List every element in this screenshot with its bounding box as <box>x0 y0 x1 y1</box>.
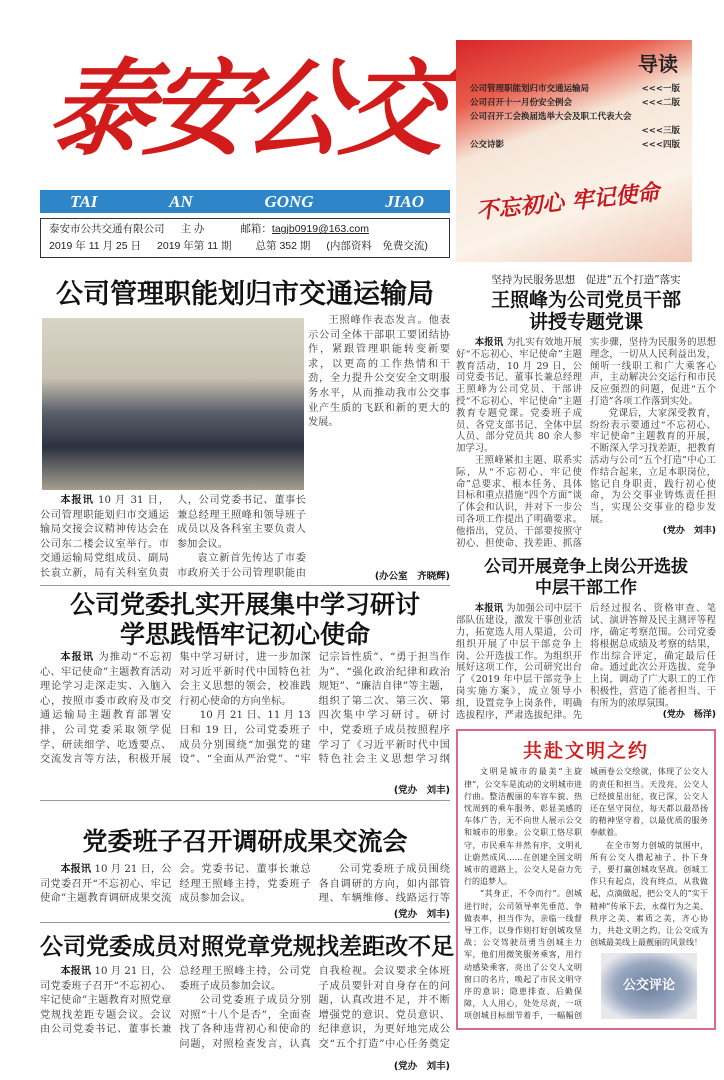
article4-paragraph: 公司党委班子成员分别对照“十八个是否”，全面查找了各种违背初心和使命的问题，对照检查发言，认真自我检视。会议要求全体班子成员要针对自身存在的问题，认真改进不足，并不断增强党的意识、党员意识、纪律意识，为更好地完成公交“五个打造”中心任务奠定 <box>179 966 450 1050</box>
article1-signature: (办公室 齐晓辉) <box>374 571 450 582</box>
article3-headline: 党委班子召开调研成果交流会 <box>82 827 408 856</box>
divider <box>40 922 450 923</box>
article5-paragraph: 为扎实有效地开展好“不忘初心、牢记使命”主题教育活动，10 月 29 日，公司党委书记、董事长兼总经理王照峰为公司党员、干部讲授“不忘初心、牢记使命”主题教育专题党课。党委班子成员、各党支部书记、全体中层人员、部分党员共 80 余人参加学习。 <box>456 337 582 455</box>
commentary-box <box>456 729 716 1029</box>
guide-item-title: 公交诗影 <box>470 140 505 150</box>
article1-body <box>40 494 306 582</box>
email-label: 邮箱： <box>240 223 272 235</box>
guide-item[interactable] <box>470 82 680 96</box>
guide-item-title: 公司召开工会换届选举大会及职工代表大会 <box>470 112 632 122</box>
guide-item-page: <<<四版 <box>641 140 680 150</box>
article6-signature: (党办 杨洋) <box>662 709 716 720</box>
masthead-pinyin-bar <box>40 190 450 213</box>
commentary-paragraph: 在全市努力创城的氛围中，所有公交人撸起袖子、扑下身子，要打赢创城攻坚战。创城工作只有起点，没有终点，从我做起，点滴做起，把公交人的“实干精神”传承下去，永葆行为之美、秩序之美、素质之美，齐心协力，共赴文明之约，让公交成为创城最美线上最靓丽的风景线！ <box>590 840 708 948</box>
commentary-paragraph: “其身正，不令而行”。创城进行时，公司领导率先垂范、争做表率，担当作为，亲临一线督导工作，以身作则打好创城攻坚战；公交驾驶员勇当创城主力军，他们用微笑服务乘客，用行动感染乘客，亮出了公交人文明窗口的名片，唤起了市民文明守序的意识；隐患排查、后勤保障，人人用心，处处尽责，一项项创城目标细节着手，一幅幅创城画卷公交绘就，体现了公交人的责任和担当。天没亮，公交人已经披星出征，夜已深，公交人还在坚守岗位，每天都以最昂扬的精神坚守着，以最优质的服务奉献着。 <box>464 767 708 1021</box>
article4-headline: 公司党委成员对照党章党规找差距改不足 <box>40 934 454 960</box>
divider <box>40 800 450 801</box>
article5-signature: (党办 刘丰) <box>662 525 716 536</box>
article4-body <box>40 965 450 1053</box>
lead-label: 本报讯 <box>474 603 504 615</box>
lead-label: 本报讯 <box>474 337 504 348</box>
article2-headline <box>40 590 450 650</box>
headline-line: 公司党委扎实开展集中学习研讨 <box>69 590 420 619</box>
article3-paragraph: 10 月 21 日，公司党委召开“不忘初心、牢记使命”主题教育调研成果交流会。党委书记、董事长兼总经理王照峰主持，党委班子成员参加会议。 <box>40 864 311 905</box>
article2-paragraph: 为推动“不忘初心、牢记使命”主题教育活动理论学习走深走实、入脑入心，按照市委市政府及市交通运输局主题教育部署安排，公司党委采取领学促学、研读细学、吃透要点、交流发言等方法，积极开展集中学习研讨，进一步加深对习近平新时代中国特色社会主义思想的领会，校准践行初心使命的方向坐标。 <box>40 652 311 766</box>
headline-line: 中层干部工作 <box>535 578 637 599</box>
guide-item-title: 公司管理职能划归市交通运输局 <box>470 84 590 94</box>
guide-title: 导读 <box>638 52 678 76</box>
divider <box>40 585 450 586</box>
email-link[interactable]: tagjb0919@163.com <box>271 223 369 235</box>
guide-item[interactable] <box>470 110 680 138</box>
headline-line: 讲授专题党课 <box>528 311 643 333</box>
commentary-body <box>464 766 708 1022</box>
article5-body <box>456 337 716 549</box>
article5-paragraph: 党课后，大家深受教育，纷纷表示要通过“不忘初心、牢记使命”主题教育的开展，不断深入学习找差距，把教育活动与公司“五个打造”中心工作结合起来，立足本职岗位，铭记自身职责，践行初心使命，为公交事业铸炼责任担当，实现公交事业的稳步发展。 <box>590 407 716 525</box>
guide-item[interactable] <box>470 96 680 110</box>
article1-paragraph: 王照峰作表态发言。他表示公司全体干部职工要团结协作，紧跟管理职能转变新要求，以更高的工作热情和干劲，全力提升公交安全文明服务水平，从而推动我市公交事业产生质的飞跃和新的更大的发展。 <box>308 315 450 429</box>
article5-kicker: 坚持为民服务思想 促进“五个打造”落实 <box>491 274 681 286</box>
masthead-info <box>40 218 450 258</box>
headline-line: 公司开展竞争上岗公开选拔 <box>484 557 688 578</box>
article3-paragraph: 公司党委班子成员围绕各自调研的方向，如内部管理、车辆维修、线路运行等 <box>318 864 450 905</box>
commentary-paragraph: 文明是城市的最美“主旋律”，公交车是流动的文明城市进行曲。整洁靓丽的车容车貌、热忱周到的乘车服务、彰显美感的车体广告，无不向世人展示公交和城市的形象。公交职工恪尽职守，市民乘车井然有序，文明礼让蔚然成风……在创建全国文明城市的道路上，公交人是奋力先行的追梦人。 <box>464 767 582 887</box>
article5-paragraph: 王照峰紧扣主题、联系实际，从“不忘初心、牢记使命”总要求、根本任务、具体目标和重点措施“四个方面”谈了体会和认识，并对下一步公司各项工作提出了明确要求。他指出，党员、干部要按照守初心、担使命、找差距、抓落实步骤，坚持为民服务的思想理念，一切从人民利益出发，倾听一线职工和广大乘客心声，主动解决公交运行和市民反应强烈的问题，促进“五个打造”各项工作落到实处。 <box>456 337 716 549</box>
headline-line: 王照峰为公司党员干部 <box>490 289 681 311</box>
article6-paragraph: 为加强公司中层干部队伍建设，激发干事创业活力，拓宽选人用人渠道，公司组织开展了中层干部竞争上岗、公开选拔工作。为组织开展好这项工作，公司研究出台了《2019 年中层干部竞争上岗实施方案》，成立领导小组，设置竞争上岗条件，明确选拔程序，严肃选拔纪律。先后经过报名、资格审查、笔试、演讲答辩及民主测评等程序，确定考察范围。公司党委将根据总成绩及考察的结果，作出综合评定，确定最后任命。通过此次公开选拔、竞争上岗，调动了广大职工的工作积极性，营造了能者担当、干有所为的浓厚氛围。 <box>456 603 716 721</box>
article2-signature: (党办 刘丰) <box>393 785 450 796</box>
lead-label: 本报讯 <box>60 495 94 506</box>
article3-signature: (党办 刘丰) <box>393 909 450 920</box>
guide-item-page: <<<二版 <box>641 98 680 108</box>
guide-box <box>456 40 692 262</box>
article1-paragraph: 袁立新首先传达了市委市政府关于公司管理职能由 <box>177 553 306 579</box>
article2-body <box>40 651 450 781</box>
masthead-logo: 泰安公交 <box>40 47 450 170</box>
article6-headline <box>456 557 716 599</box>
lead-label: 本报讯 <box>60 966 92 977</box>
pinyin-word: TAI <box>70 191 98 211</box>
lead-label: 本报讯 <box>60 652 95 663</box>
guide-item[interactable] <box>470 138 680 152</box>
total-issue: 总第 352 期 <box>255 240 311 252</box>
article1-headline: 公司管理职能划归市交通运输局 <box>56 279 434 310</box>
pinyin-word: JIAO <box>385 191 424 211</box>
pinyin-word: AN <box>169 191 193 211</box>
article6-body <box>456 603 716 721</box>
host-label: 主 办 <box>180 223 205 235</box>
commentary-title: 共赴文明之约 <box>522 740 649 763</box>
guide-item-title: 公司召开十一月份安全例会 <box>470 98 573 108</box>
article4-paragraph: 10 月 21 日，公司党委班子召开“不忘初心、牢记使命”主题教育对照党章党规找差距专题会议。会议由公司党委书记、董事长兼总经理王照峰主持，公司党委班子成员参加会议。 <box>40 966 311 1036</box>
meeting-photo <box>42 318 304 490</box>
article1-paragraph: 10 月 31 日，公司管理职能划归市交通运输局交接会议精神传达会在公司东二楼会议室举行。市交通运输局党组成员、副局长袁立新，局有关科室负责人，公司党委书记、董事长兼总经理王照峰和领导班子成员以及各科室主要负责人参加会议。 <box>40 495 306 579</box>
issue-date: 2019 年 11 月 25 日 <box>49 240 142 252</box>
pinyin-word: GONG <box>264 191 314 211</box>
article1-body-right <box>308 314 450 570</box>
guide-item-page: <<<三版 <box>641 126 680 136</box>
guide-item-page: <<<一版 <box>641 84 680 94</box>
commentary-badge-image: 公交评论 <box>601 953 697 1019</box>
issue-number: 2019 年第 11 期 <box>157 240 232 252</box>
lead-label: 本报讯 <box>60 864 92 875</box>
publisher: 泰安市公共交通有限公司 <box>49 223 165 235</box>
right-column <box>456 272 716 1030</box>
headline-line: 学思践悟牢记初心使命 <box>119 620 370 649</box>
internal-note: (内部资料 免费交流) <box>326 240 428 252</box>
slogan-calligraphy: 不忘初心 牢记使命 <box>475 179 661 225</box>
article5-headline <box>456 289 716 333</box>
article2-paragraph: 10 月 21 日、11 月 13 日和 19 日，公司党委班子成员分别围绕“加强党的建设”、“全面从严治党”、“牢记宗旨性质”、“勇于担当作为”、“强化政治纪律和政治规矩”、“廉洁自律”等主题，组织了第二次、第三次、第四次集中学习研讨。研讨中，党委班子成员按照程序学习了《习近平新时代中国特色社会主义思想学习纲 <box>179 652 450 766</box>
article4-signature: (党办 刘丰) <box>393 1061 450 1072</box>
